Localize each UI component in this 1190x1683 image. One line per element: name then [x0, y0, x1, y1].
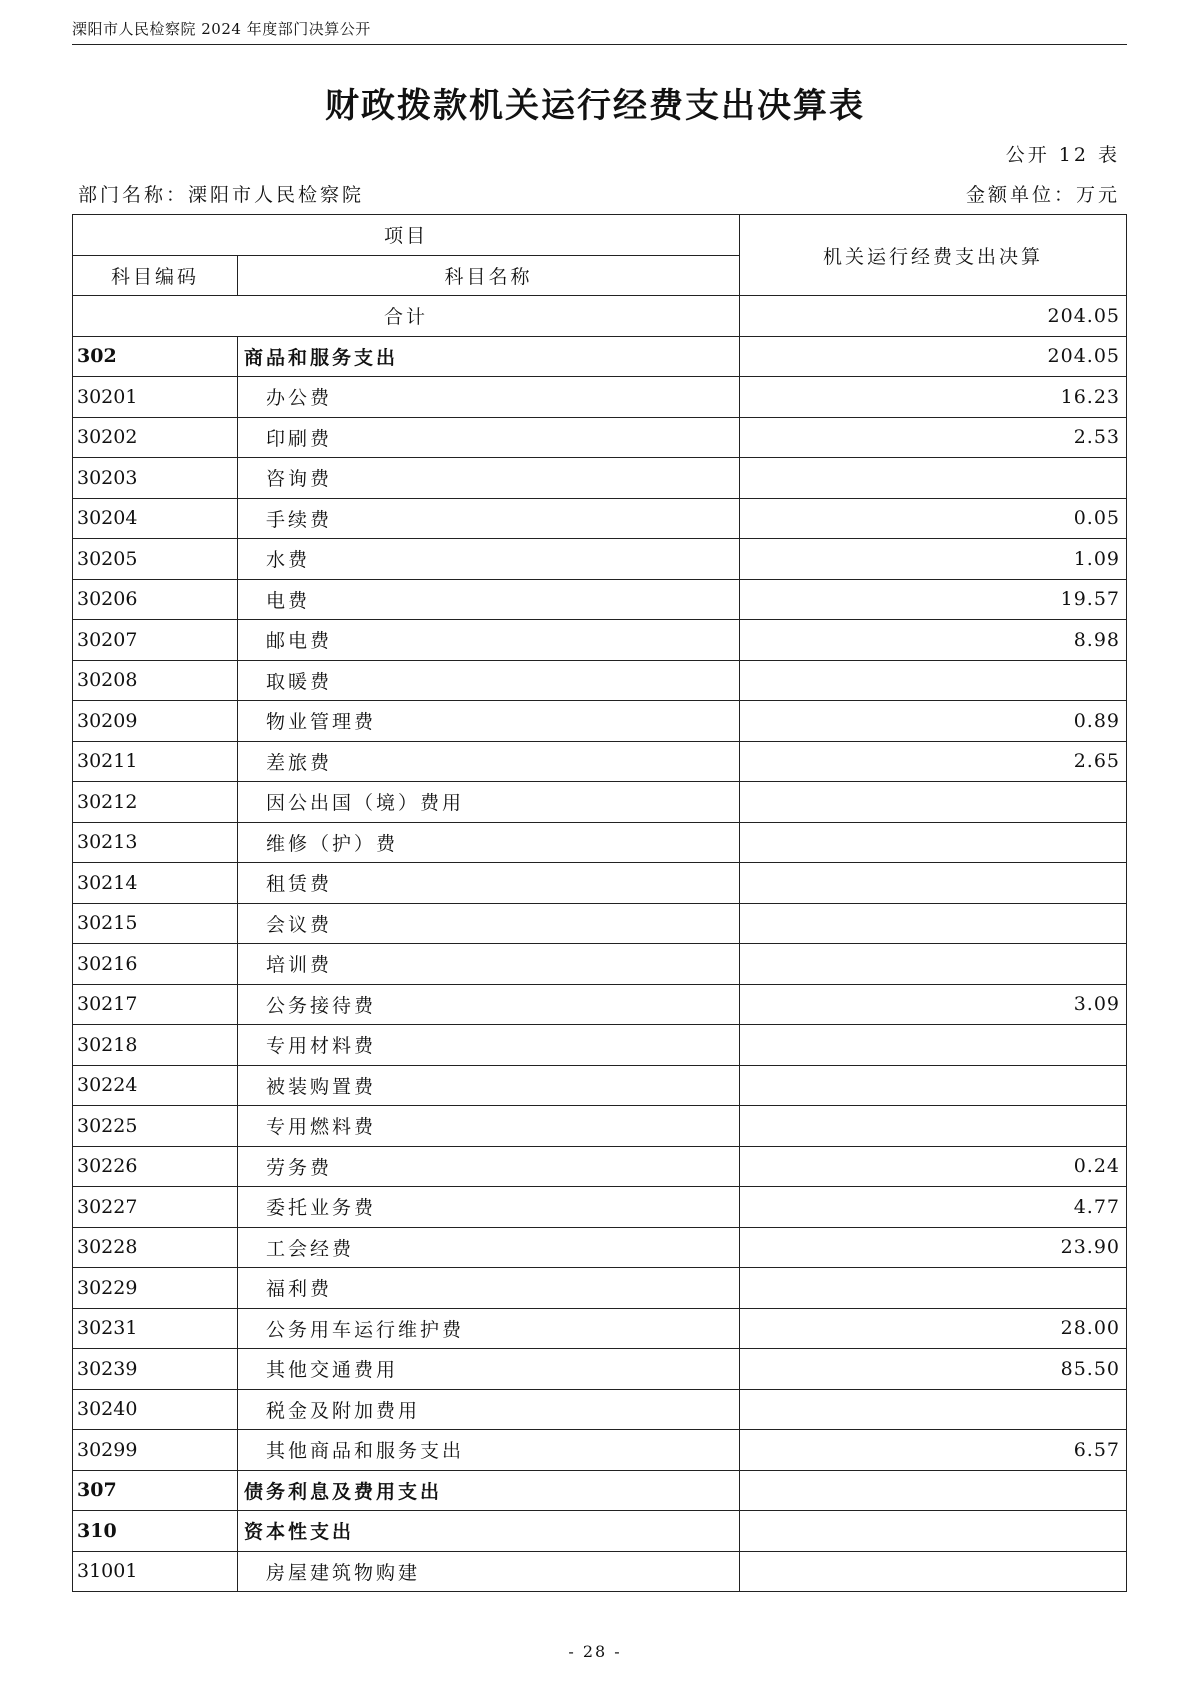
row-name: 其他商品和服务支出 [238, 1430, 740, 1471]
table-row [73, 1187, 1127, 1228]
header-name: 科目名称 [238, 255, 740, 296]
table-row [73, 539, 1127, 580]
row-name: 房屋建筑物购建 [238, 1551, 740, 1592]
row-name: 公务用车运行维护费 [238, 1308, 740, 1349]
table-row [73, 782, 1127, 823]
row-amount: 85.50 [740, 1349, 1127, 1390]
table-row [73, 1146, 1127, 1187]
row-name: 电费 [238, 579, 740, 620]
header-project: 项目 [73, 215, 740, 256]
row-code: 30213 [73, 822, 238, 863]
row-amount [740, 1025, 1127, 1066]
row-name: 专用燃料费 [238, 1106, 740, 1147]
row-name: 被装购置费 [238, 1065, 740, 1106]
row-name: 资本性支出 [238, 1511, 740, 1552]
row-code: 302 [73, 336, 238, 377]
row-name: 差旅费 [238, 741, 740, 782]
row-amount: 2.53 [740, 417, 1127, 458]
row-code: 30201 [73, 377, 238, 418]
department-name: 部门名称：溧阳市人民检察院 [78, 184, 365, 206]
row-code: 310 [73, 1511, 238, 1552]
document-title: 财政拨款机关运行经费支出决算表 [325, 86, 865, 126]
row-name: 水费 [238, 539, 740, 580]
row-code: 30208 [73, 660, 238, 701]
row-amount: 6.57 [740, 1430, 1127, 1471]
row-code: 307 [73, 1470, 238, 1511]
table-header-row [73, 215, 1127, 256]
table-row [73, 984, 1127, 1025]
row-name: 印刷费 [238, 417, 740, 458]
table-row [73, 1227, 1127, 1268]
row-name: 办公费 [238, 377, 740, 418]
table-row [73, 1430, 1127, 1471]
header-code: 科目编码 [73, 255, 238, 296]
total-label: 合计 [73, 296, 740, 337]
table-row [73, 458, 1127, 499]
row-amount [740, 458, 1127, 499]
row-amount: 0.89 [740, 701, 1127, 742]
row-name: 咨询费 [238, 458, 740, 499]
row-name: 债务利息及费用支出 [238, 1470, 740, 1511]
table-row [73, 1389, 1127, 1430]
row-code: 30228 [73, 1227, 238, 1268]
row-amount [740, 944, 1127, 985]
row-name: 税金及附加费用 [238, 1389, 740, 1430]
table-row [73, 1025, 1127, 1066]
row-code: 30217 [73, 984, 238, 1025]
total-row [73, 296, 1127, 337]
row-code: 30212 [73, 782, 238, 823]
header-amount: 机关运行经费支出决算 [740, 215, 1127, 296]
row-amount [740, 660, 1127, 701]
running-header: 溧阳市人民检察院 2024 年度部门决算公开 [72, 18, 1127, 45]
row-amount: 8.98 [740, 620, 1127, 661]
row-name: 培训费 [238, 944, 740, 985]
table-row [73, 701, 1127, 742]
table-row [73, 498, 1127, 539]
row-name: 公务接待费 [238, 984, 740, 1025]
table-row [73, 377, 1127, 418]
table-row [73, 822, 1127, 863]
row-amount: 0.05 [740, 498, 1127, 539]
row-name: 维修（护）费 [238, 822, 740, 863]
row-code: 30209 [73, 701, 238, 742]
table-number: 公开 12 表 [1005, 144, 1120, 166]
row-code: 30206 [73, 579, 238, 620]
row-amount [740, 1268, 1127, 1309]
row-code: 30211 [73, 741, 238, 782]
row-name: 会议费 [238, 903, 740, 944]
row-code: 30231 [73, 1308, 238, 1349]
row-amount [740, 1389, 1127, 1430]
row-amount [740, 782, 1127, 823]
row-code: 30226 [73, 1146, 238, 1187]
table-row [73, 863, 1127, 904]
row-code: 30225 [73, 1106, 238, 1147]
row-name: 邮电费 [238, 620, 740, 661]
table-row [73, 1349, 1127, 1390]
row-name: 因公出国（境）费用 [238, 782, 740, 823]
row-code: 30218 [73, 1025, 238, 1066]
row-amount: 23.90 [740, 1227, 1127, 1268]
row-name: 取暖费 [238, 660, 740, 701]
row-code: 30215 [73, 903, 238, 944]
row-name: 福利费 [238, 1268, 740, 1309]
row-code: 30299 [73, 1430, 238, 1471]
amount-unit: 金额单位：万元 [965, 184, 1120, 206]
row-name: 工会经费 [238, 1227, 740, 1268]
table-row [73, 579, 1127, 620]
table-row [73, 1308, 1127, 1349]
row-code: 30239 [73, 1349, 238, 1390]
row-name: 专用材料费 [238, 1025, 740, 1066]
table-row [73, 944, 1127, 985]
row-code: 30227 [73, 1187, 238, 1228]
row-code: 30214 [73, 863, 238, 904]
row-amount: 19.57 [740, 579, 1127, 620]
table-row [73, 1106, 1127, 1147]
row-amount: 28.00 [740, 1308, 1127, 1349]
row-amount: 204.05 [740, 336, 1127, 377]
table-row [73, 741, 1127, 782]
row-amount: 1.09 [740, 539, 1127, 580]
row-amount: 0.24 [740, 1146, 1127, 1187]
page-number: - 28 - [568, 1642, 622, 1661]
row-amount: 2.65 [740, 741, 1127, 782]
row-amount [740, 1470, 1127, 1511]
row-code: 30202 [73, 417, 238, 458]
row-name: 手续费 [238, 498, 740, 539]
row-amount [740, 822, 1127, 863]
row-name: 租赁费 [238, 863, 740, 904]
row-code: 30229 [73, 1268, 238, 1309]
table-row [73, 903, 1127, 944]
total-value: 204.05 [740, 296, 1127, 337]
row-name: 委托业务费 [238, 1187, 740, 1228]
row-name: 其他交通费用 [238, 1349, 740, 1390]
row-amount [740, 1065, 1127, 1106]
table-row [73, 417, 1127, 458]
row-amount: 3.09 [740, 984, 1127, 1025]
table-row [73, 1470, 1127, 1511]
row-name: 劳务费 [238, 1146, 740, 1187]
row-amount [740, 903, 1127, 944]
row-amount [740, 1551, 1127, 1592]
row-code: 30224 [73, 1065, 238, 1106]
row-name: 商品和服务支出 [238, 336, 740, 377]
table-row [73, 1551, 1127, 1592]
row-code: 30203 [73, 458, 238, 499]
row-code: 30204 [73, 498, 238, 539]
table-row [73, 1065, 1127, 1106]
row-name: 物业管理费 [238, 701, 740, 742]
row-code: 30205 [73, 539, 238, 580]
row-amount [740, 1511, 1127, 1552]
expenditure-table [72, 214, 1127, 1592]
table-row [73, 660, 1127, 701]
row-amount [740, 1106, 1127, 1147]
row-code: 30240 [73, 1389, 238, 1430]
table-row [73, 336, 1127, 377]
row-amount [740, 863, 1127, 904]
row-code: 31001 [73, 1551, 238, 1592]
table-row [73, 1268, 1127, 1309]
row-code: 30207 [73, 620, 238, 661]
row-code: 30216 [73, 944, 238, 985]
table-row [73, 1511, 1127, 1552]
row-amount: 4.77 [740, 1187, 1127, 1228]
table-row [73, 620, 1127, 661]
row-amount: 16.23 [740, 377, 1127, 418]
